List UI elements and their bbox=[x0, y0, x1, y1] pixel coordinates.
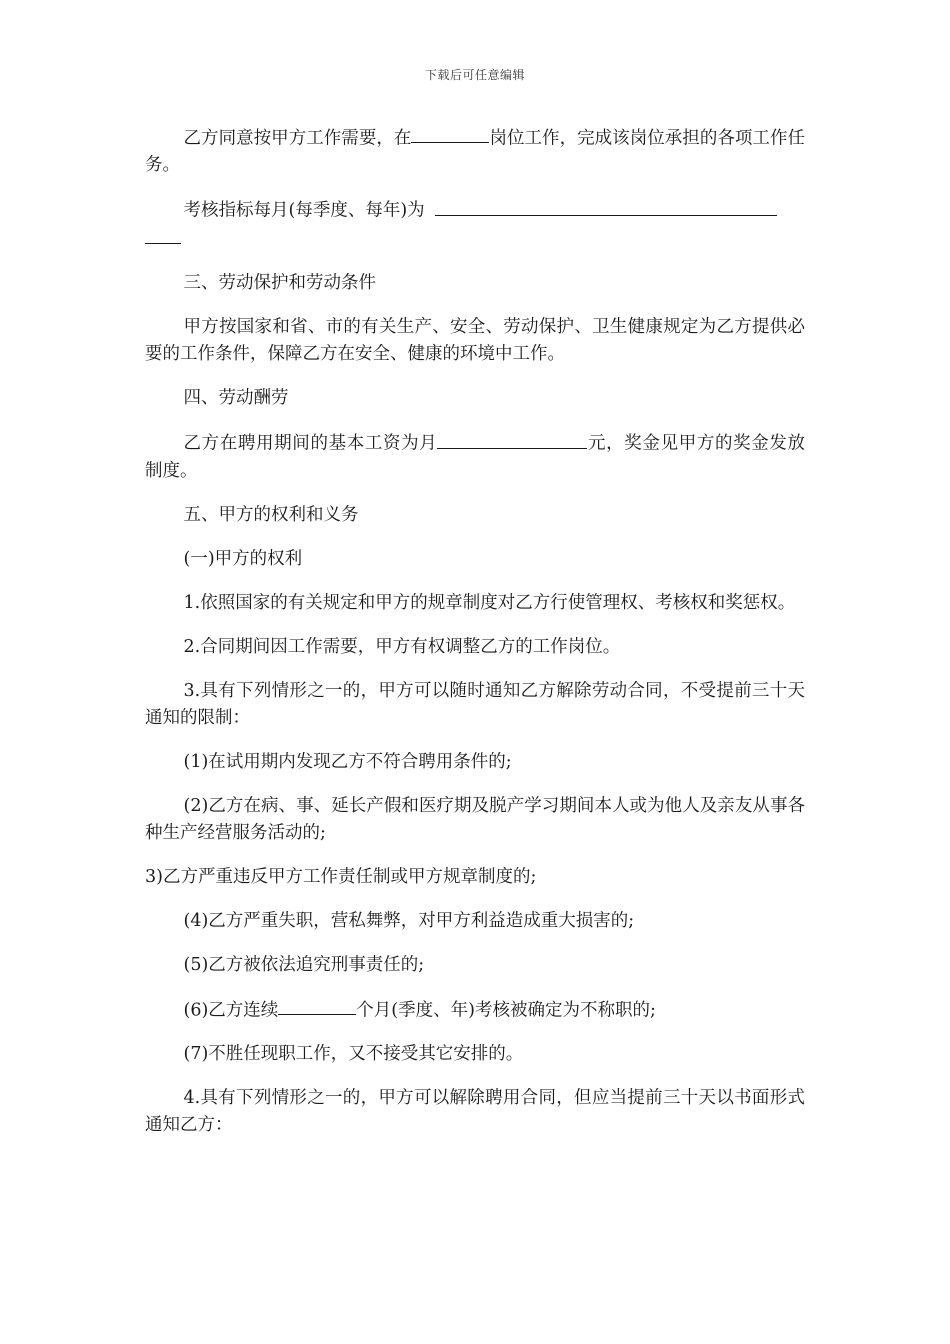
text-segment: 乙方同意按甲方工作需要，在 bbox=[183, 128, 412, 149]
list-item: 2.合同期间因工作需要，甲方有权调整乙方的工作岗位。 bbox=[183, 636, 621, 657]
paragraph-assessment bbox=[145, 196, 805, 253]
blank-line bbox=[437, 429, 587, 448]
text-segment: (6)乙方连续 bbox=[183, 999, 279, 1020]
blank-line bbox=[411, 124, 489, 143]
section-heading-remuneration: 四、劳动酬劳 bbox=[183, 388, 289, 409]
text-segment: 岗位工作，完成该岗位承担的各项工作任务。 bbox=[145, 128, 806, 176]
list-item: 4.具有下列情形之一的，甲方可以解除聘用合同，但应当提前三十天以书面形式通知乙方： bbox=[145, 1087, 805, 1135]
section-heading-rights-duties: 五、甲方的权利和义务 bbox=[183, 504, 359, 525]
page-header-note: 下载后可任意编辑 bbox=[424, 68, 525, 82]
list-item: 3.具有下列情形之一的，甲方可以随时通知乙方解除劳动合同，不受提前三十天通知的限制： bbox=[145, 680, 805, 728]
text-segment: 考核指标每月(每季度、每年)为 bbox=[183, 200, 425, 221]
subsection-heading-rights: (一)甲方的权利 bbox=[183, 548, 303, 569]
list-subitem: (5)乙方被依法追究刑事责任的; bbox=[183, 954, 425, 975]
list-subitem: (2)乙方在病、事、延长产假和医疗期及脱产学习期间本人或为他人及亲友从事各种生产经营服务活动的; bbox=[145, 795, 805, 843]
paragraph-labor-conditions: 甲方按国家和省、市的有关生产、安全、劳动保护、卫生健康规定为乙方提供必要的工作条件，保障乙方在安全、健康的环境中工作。 bbox=[145, 317, 805, 365]
blank-line bbox=[278, 996, 356, 1015]
text-segment: 元，奖金见甲方的奖金发放制度。 bbox=[145, 433, 806, 481]
list-subitem: 3)乙方严重违反甲方工作责任制或甲方规章制度的; bbox=[145, 866, 537, 887]
blank-line bbox=[145, 225, 181, 244]
list-subitem: (4)乙方严重失职，营私舞弊，对甲方利益造成重大损害的; bbox=[183, 910, 635, 931]
section-heading-labor-protection: 三、劳动保护和劳动条件 bbox=[183, 273, 376, 294]
list-item: 1.依照国家的有关规定和甲方的规章制度对乙方行使管理权、考核权和奖惩权。 bbox=[183, 592, 796, 613]
blank-line bbox=[435, 196, 777, 215]
text-segment: 个月(季度、年)考核被确定为不称职的; bbox=[356, 999, 656, 1020]
list-subitem: (1)在试用期内发现乙方不符合聘用条件的; bbox=[183, 751, 512, 772]
list-subitem bbox=[145, 996, 805, 1024]
document-body bbox=[145, 124, 805, 1156]
paragraph-salary bbox=[145, 429, 805, 484]
paragraph-position bbox=[145, 124, 805, 179]
text-segment: 乙方在聘用期间的基本工资为月 bbox=[183, 433, 438, 454]
list-subitem: (7)不胜任现职工作，又不接受其它安排的。 bbox=[183, 1043, 524, 1064]
